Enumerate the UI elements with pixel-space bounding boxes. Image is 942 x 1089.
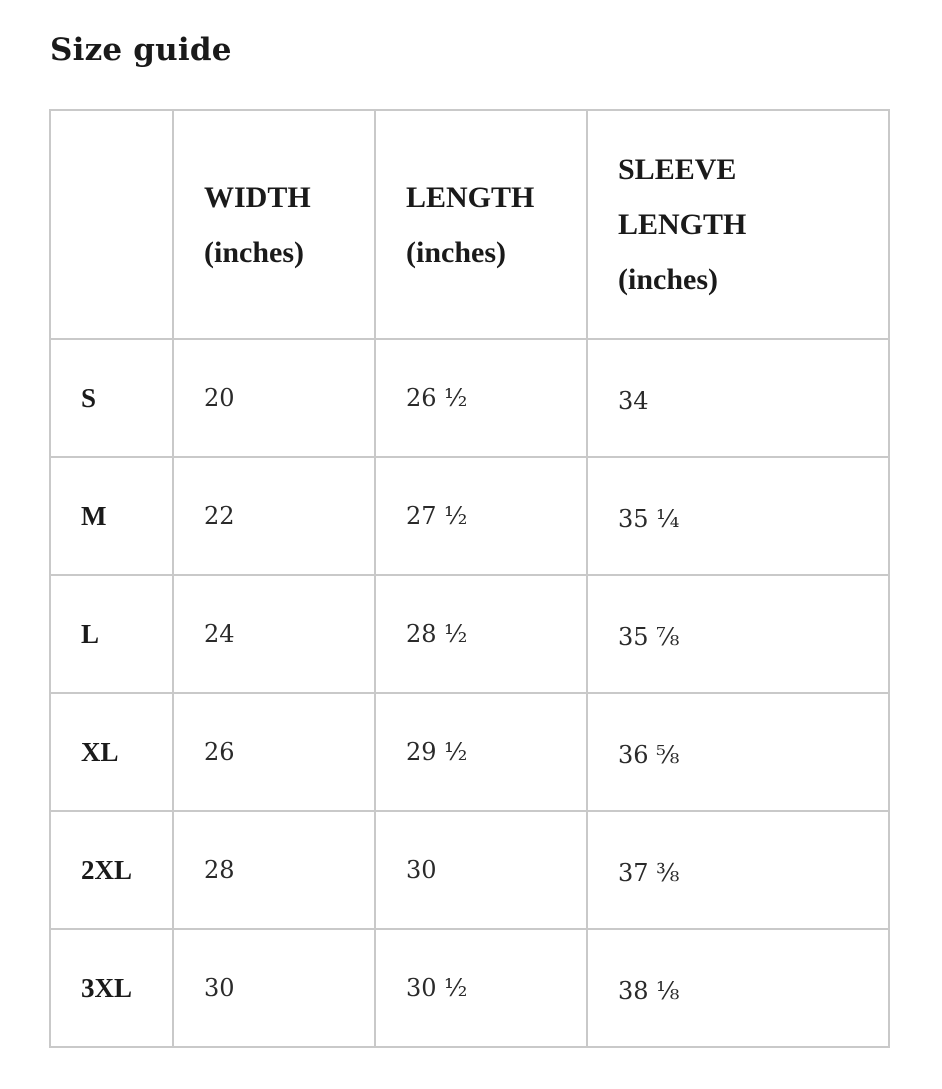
sleeve-length-cell: 35 ⅞ xyxy=(587,575,889,693)
length-cell: 29 ½ xyxy=(375,693,587,811)
length-cell: 30 xyxy=(375,811,587,929)
size-cell: 2XL xyxy=(50,811,173,929)
size-guide-table xyxy=(49,109,890,1048)
sleeve-length-cell: 38 ⅛ xyxy=(587,929,889,1047)
sleeve-length-cell: 36 ⅝ xyxy=(587,693,889,811)
sleeve-length-cell: 35 ¼ xyxy=(587,457,889,575)
width-cell: 30 xyxy=(173,929,375,1047)
width-cell: 22 xyxy=(173,457,375,575)
header-cell-length xyxy=(375,110,587,339)
width-cell: 26 xyxy=(173,693,375,811)
header-cell-sleeve-length xyxy=(587,110,889,339)
header-cell-size xyxy=(50,110,173,339)
page-title: Size guide xyxy=(50,32,232,68)
header-length-label: LENGTH xyxy=(406,180,535,214)
length-cell: 26 ½ xyxy=(375,339,587,457)
header-cell-width xyxy=(173,110,375,339)
table-row xyxy=(50,693,889,811)
header-sleeve-label-2: LENGTH xyxy=(618,208,747,241)
table-header-row xyxy=(50,110,889,339)
length-cell: 28 ½ xyxy=(375,575,587,693)
width-cell: 20 xyxy=(173,339,375,457)
table-row xyxy=(50,457,889,575)
size-cell: L xyxy=(50,575,173,693)
header-width-label: WIDTH xyxy=(204,180,311,214)
header-sleeve-label-1: SLEEVE xyxy=(618,153,737,186)
header-sleeve-unit: (inches) xyxy=(618,263,718,296)
sleeve-length-cell: 37 ⅜ xyxy=(587,811,889,929)
table-row xyxy=(50,575,889,693)
table-row xyxy=(50,929,889,1047)
size-cell: M xyxy=(50,457,173,575)
size-cell: S xyxy=(50,339,173,457)
header-width-unit: (inches) xyxy=(204,235,304,269)
width-cell: 28 xyxy=(173,811,375,929)
length-cell: 27 ½ xyxy=(375,457,587,575)
width-cell: 24 xyxy=(173,575,375,693)
size-cell: 3XL xyxy=(50,929,173,1047)
table-row xyxy=(50,811,889,929)
sleeve-length-cell: 34 xyxy=(587,339,889,457)
header-length-unit: (inches) xyxy=(406,235,506,269)
length-cell: 30 ½ xyxy=(375,929,587,1047)
size-cell: XL xyxy=(50,693,173,811)
table-row xyxy=(50,339,889,457)
